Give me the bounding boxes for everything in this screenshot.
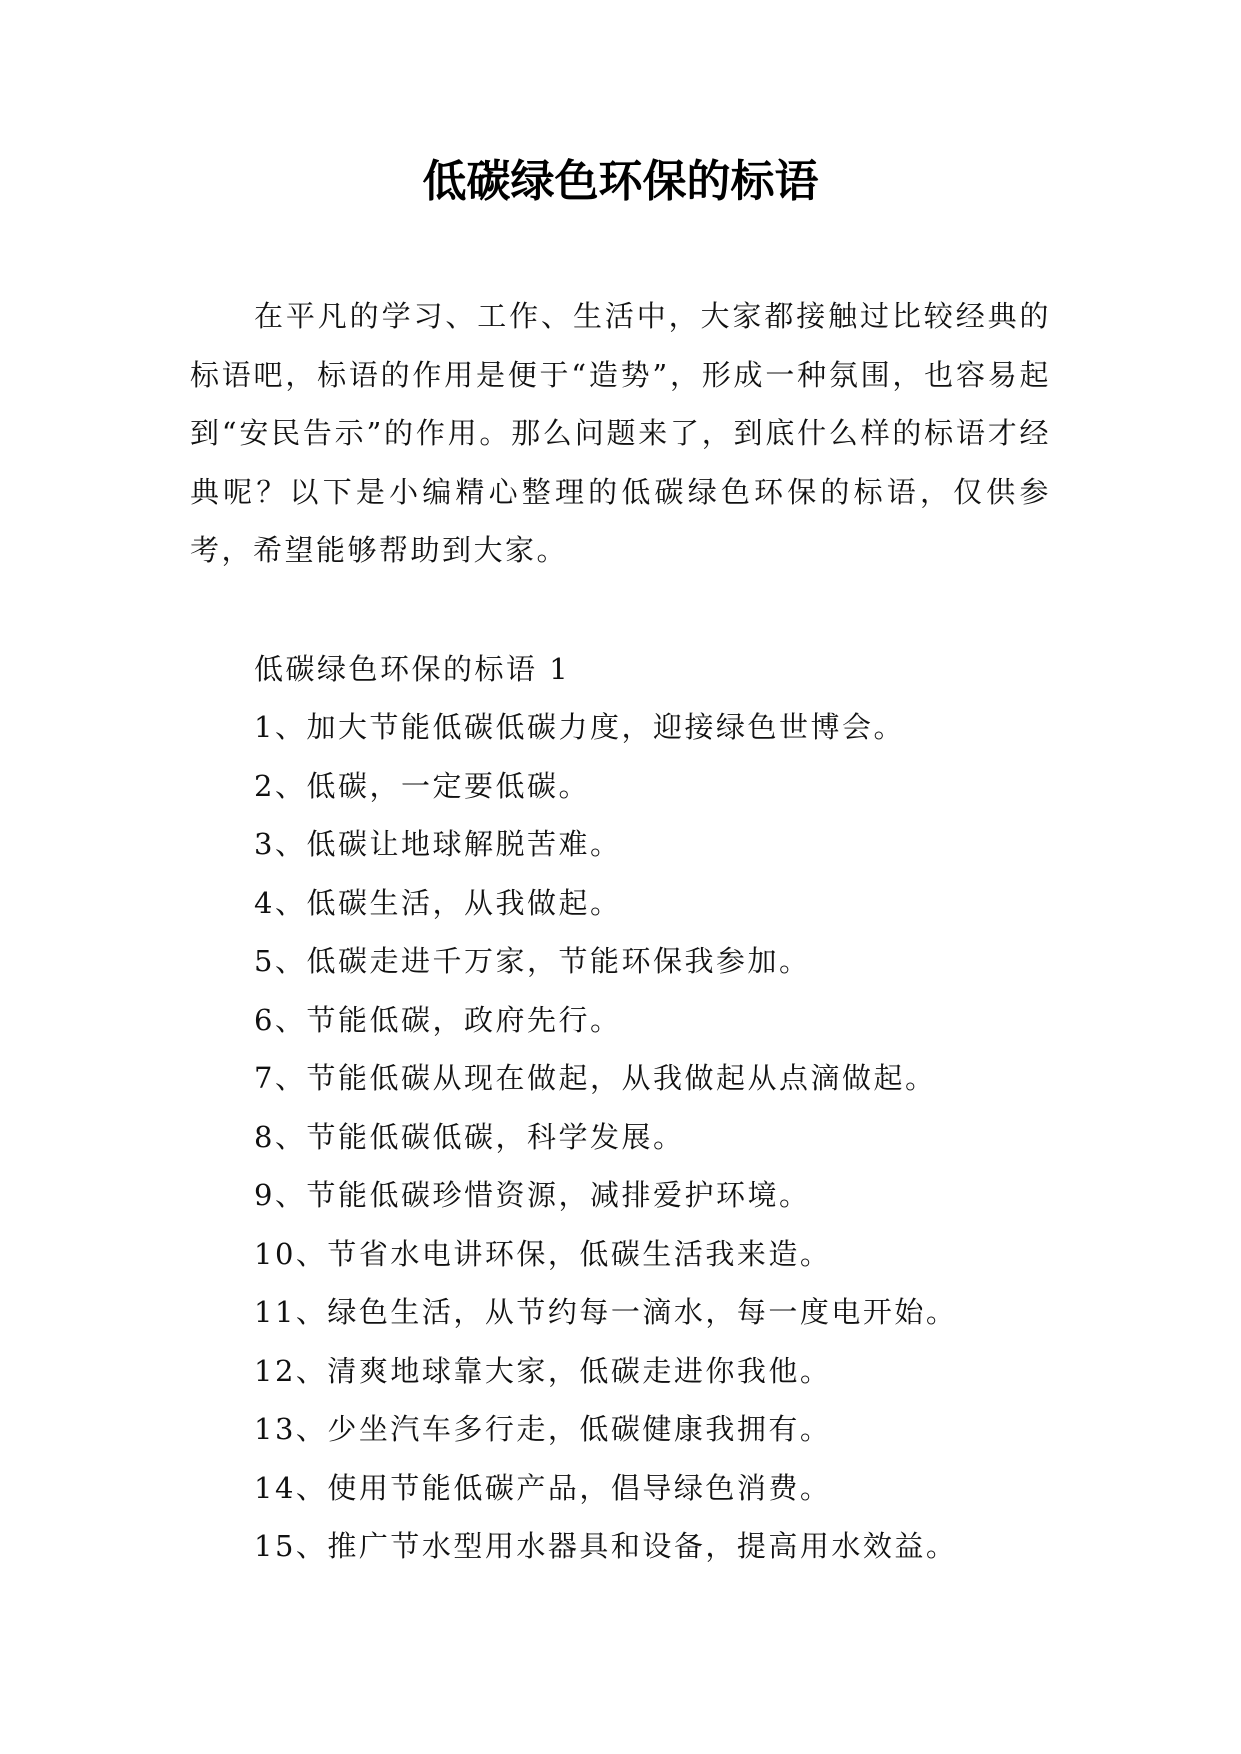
intro-paragraph: 在平凡的学习、工作、生活中，大家都接触过比较经典的标语吧，标语的作用是便于“造势”，形成一种氛围，也容易起到“安民告示”的作用。那么问题来了，到底什么样的标语才经典呢？以下是小编精心整理的低碳绿色环保的标语，仅供参考，希望能够帮助到大家。	[190, 299, 1051, 567]
slogan-item-13: 13、少坐汽车多行走，低碳健康我拥有。	[254, 1412, 832, 1446]
slogan-item-4: 4、低碳生活，从我做起。	[254, 885, 622, 920]
slogan-item-6: 6、节能低碳，政府先行。	[254, 1002, 622, 1037]
slogan-item-9: 9、节能低碳珍惜资源，减排爱护环境。	[254, 1178, 811, 1212]
slogan-item-12: 12、清爽地球靠大家，低碳走进你我他。	[254, 1353, 832, 1388]
document-title: 低碳绿色环保的标语	[422, 156, 819, 207]
slogan-list	[254, 698, 1051, 1576]
slogan-item-5: 5、低碳走进千万家，节能环保我参加。	[254, 944, 811, 978]
slogan-item-2: 2、低碳，一定要低碳。	[254, 768, 590, 803]
slogan-item-15: 15、推广节水型用水器具和设备，提高用水效益。	[254, 1529, 958, 1563]
slogan-item-8: 8、节能低碳低碳，科学发展。	[254, 1119, 685, 1154]
section-heading: 低碳绿色环保的标语 1	[254, 652, 571, 686]
slogan-item-1: 1、加大节能低碳低碳力度，迎接绿色世博会。	[254, 710, 905, 744]
slogan-item-3: 3、低碳让地球解脱苦难。	[254, 827, 622, 861]
slogan-item-14: 14、使用节能低碳产品，倡导绿色消费。	[254, 1470, 832, 1505]
slogan-item-11: 11、绿色生活，从节约每一滴水，每一度电开始。	[254, 1295, 958, 1329]
slogan-item-10: 10、节省水电讲环保，低碳生活我来造。	[254, 1236, 832, 1271]
slogan-item-7: 7、节能低碳从现在做起，从我做起从点滴做起。	[254, 1061, 937, 1095]
